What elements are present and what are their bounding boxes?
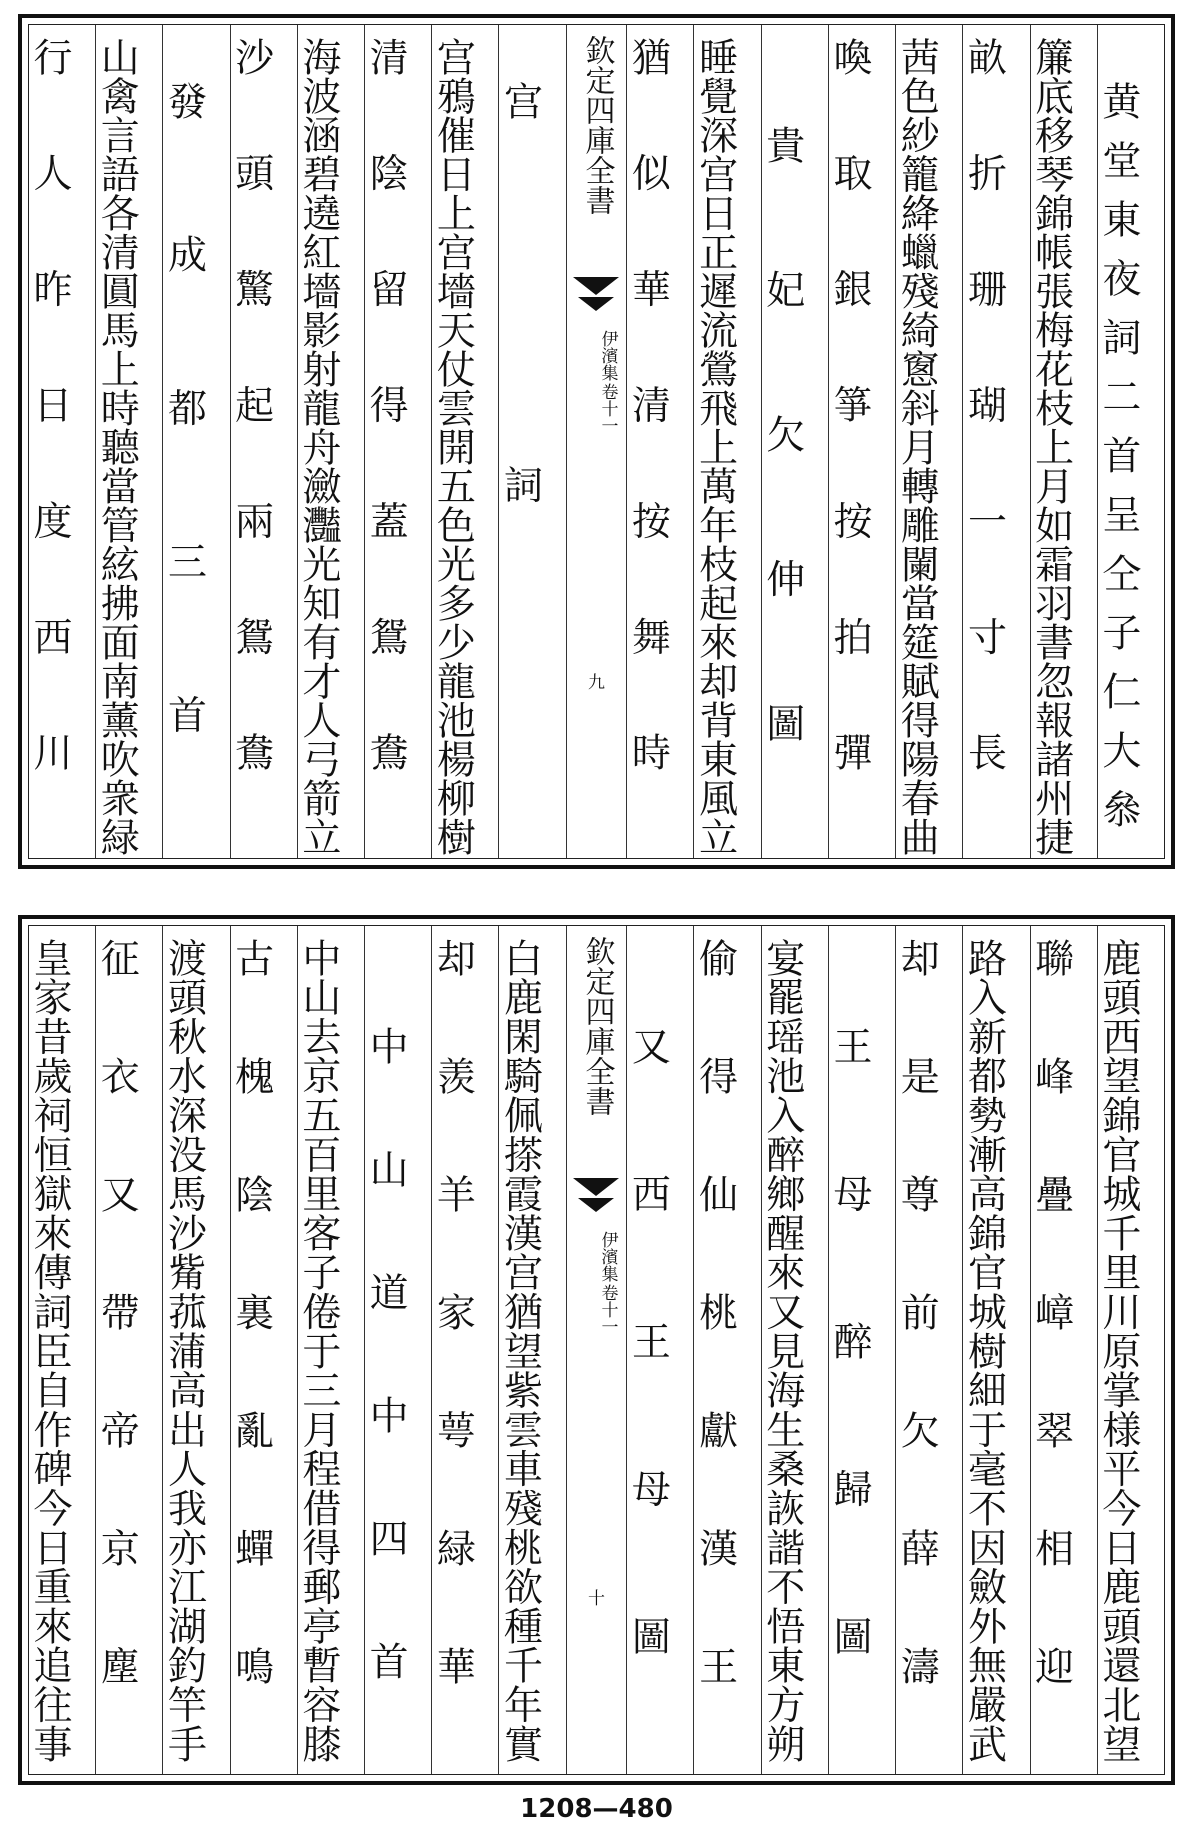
column-text: 王母醉歸圖 bbox=[827, 1026, 873, 1764]
collection-title: 欽定四庫全書 bbox=[579, 35, 615, 215]
column-text: 清陰留得蓋鴛鴦 bbox=[363, 37, 409, 849]
page-number: 十 bbox=[587, 1589, 605, 1609]
page-number: 九 bbox=[587, 673, 605, 693]
column-text: 古槐陰裏亂蟬鳴 bbox=[228, 938, 274, 1764]
text-column bbox=[162, 926, 229, 1774]
text-column bbox=[95, 25, 162, 858]
text-column bbox=[498, 926, 565, 1774]
volume-label-part: 伊濱集 bbox=[597, 1231, 618, 1282]
column-text: 發成都三首 bbox=[161, 81, 207, 848]
column-text: 黄堂東夜詞二首呈仝子仁大叅 bbox=[1095, 81, 1141, 848]
volume-label-part: 伊濱集 bbox=[597, 330, 618, 381]
text-column bbox=[431, 25, 498, 858]
text-column bbox=[693, 25, 760, 858]
collection-title: 欽定四庫全書 bbox=[579, 936, 615, 1116]
column-text: 行人昨日度西川 bbox=[27, 37, 73, 849]
column-text: 畝折珊瑚一寸長 bbox=[961, 37, 1007, 849]
text-column bbox=[1030, 926, 1097, 1774]
page-footer-number: 1208—480 bbox=[520, 1794, 673, 1824]
text-column bbox=[29, 926, 95, 1774]
top-page bbox=[18, 14, 1175, 869]
text-column bbox=[29, 25, 95, 858]
volume-label bbox=[575, 1231, 617, 1335]
column-text: 茜色紗籠絳蠟殘綺窻斜月轉雕闌當筵賦得陽春曲 bbox=[894, 37, 940, 856]
volume-label bbox=[575, 330, 617, 434]
column-text: 睡覺深宫日正遲流鶯飛上萬年枝起來却背東風立 bbox=[692, 37, 738, 856]
text-column bbox=[626, 926, 693, 1774]
text-column bbox=[230, 926, 297, 1774]
center-margin-column bbox=[566, 926, 627, 1774]
text-column bbox=[95, 926, 162, 1774]
column-text: 聯峰疊嶂翠相迎 bbox=[1028, 938, 1074, 1764]
column-text: 宴罷瑶池入醉鄉醒來又見海生桑詼諧不悟東方朔 bbox=[759, 938, 805, 1764]
text-column bbox=[895, 926, 962, 1774]
column-text: 偷得仙桃獻漢王 bbox=[692, 938, 738, 1764]
text-column bbox=[498, 25, 565, 858]
text-column bbox=[828, 926, 895, 1774]
center-margin-column bbox=[566, 25, 627, 858]
top-page-frame bbox=[28, 24, 1165, 859]
column-text: 沙頭驚起兩鴛鴦 bbox=[228, 37, 274, 849]
volume-label-part: 卷十一 bbox=[597, 383, 618, 434]
text-column bbox=[761, 25, 828, 858]
column-text: 宫詞 bbox=[497, 81, 543, 848]
text-column bbox=[895, 25, 962, 858]
text-column bbox=[626, 25, 693, 858]
column-text: 山禽言語各清圓馬上時聽當管絃拂面南薰吹衆緑 bbox=[94, 37, 140, 856]
text-column bbox=[761, 926, 828, 1774]
text-column bbox=[297, 926, 364, 1774]
text-column bbox=[297, 25, 364, 858]
column-text: 鹿頭西望錦官城千里川原掌様平今日鹿頭還北望 bbox=[1095, 938, 1141, 1764]
column-text: 中山道中四首 bbox=[363, 1026, 409, 1764]
text-column bbox=[1097, 926, 1164, 1774]
column-text: 猶似華清按舞時 bbox=[625, 37, 671, 849]
text-column bbox=[1097, 25, 1164, 858]
column-text: 白鹿閑騎佩搽霞漢宫猶望紫雲車殘桃欲種千年實 bbox=[497, 938, 543, 1764]
column-text: 宫鴉催日上宫墻天仗雲開五色光多少龍池楊柳樹 bbox=[430, 37, 476, 856]
bottom-page bbox=[18, 915, 1175, 1785]
column-text: 喚取銀箏按拍彈 bbox=[827, 37, 873, 849]
text-column bbox=[364, 926, 431, 1774]
column-text: 皇家昔歲祠恒獄來傳詞臣自作碑今日重來追往事 bbox=[27, 938, 73, 1764]
text-column bbox=[1030, 25, 1097, 858]
column-text: 海波涵碧遶紅墻影射龍舟瀲灩光知有才人弓箭立 bbox=[295, 37, 341, 856]
text-column bbox=[693, 926, 760, 1774]
fish-tail-mark-icon bbox=[573, 277, 619, 317]
fish-tail-mark-icon bbox=[573, 1178, 619, 1218]
text-column bbox=[962, 25, 1029, 858]
column-text: 中山去京五百里客子倦于三月程借得郵亭暫容膝 bbox=[295, 938, 341, 1764]
bottom-page-frame bbox=[28, 925, 1165, 1775]
column-text: 征衣又帶帝京塵 bbox=[94, 938, 140, 1764]
text-column bbox=[431, 926, 498, 1774]
column-text: 却羡羊家萼緑華 bbox=[430, 938, 476, 1764]
top-page-columns bbox=[29, 25, 1164, 858]
column-text: 却是尊前欠薛濤 bbox=[894, 938, 940, 1764]
text-column bbox=[364, 25, 431, 858]
column-text: 貴妃欠伸圖 bbox=[759, 125, 805, 848]
column-text: 渡頭秋水深没馬沙觜菰蒲高出人我亦江湖釣竿手 bbox=[161, 938, 207, 1764]
column-text: 又西王母圖 bbox=[625, 1026, 671, 1764]
text-column bbox=[162, 25, 229, 858]
bottom-page-columns bbox=[29, 926, 1164, 1774]
volume-label-part: 卷十一 bbox=[597, 1284, 618, 1335]
column-text: 簾底移琴錦帳張梅花枝上月如霜羽書忽報諸州捷 bbox=[1028, 37, 1074, 856]
text-column bbox=[962, 926, 1029, 1774]
text-column bbox=[230, 25, 297, 858]
text-column bbox=[828, 25, 895, 858]
column-text: 路入新都勢漸高錦官城樹細于毫不因斂外無嚴武 bbox=[961, 938, 1007, 1764]
